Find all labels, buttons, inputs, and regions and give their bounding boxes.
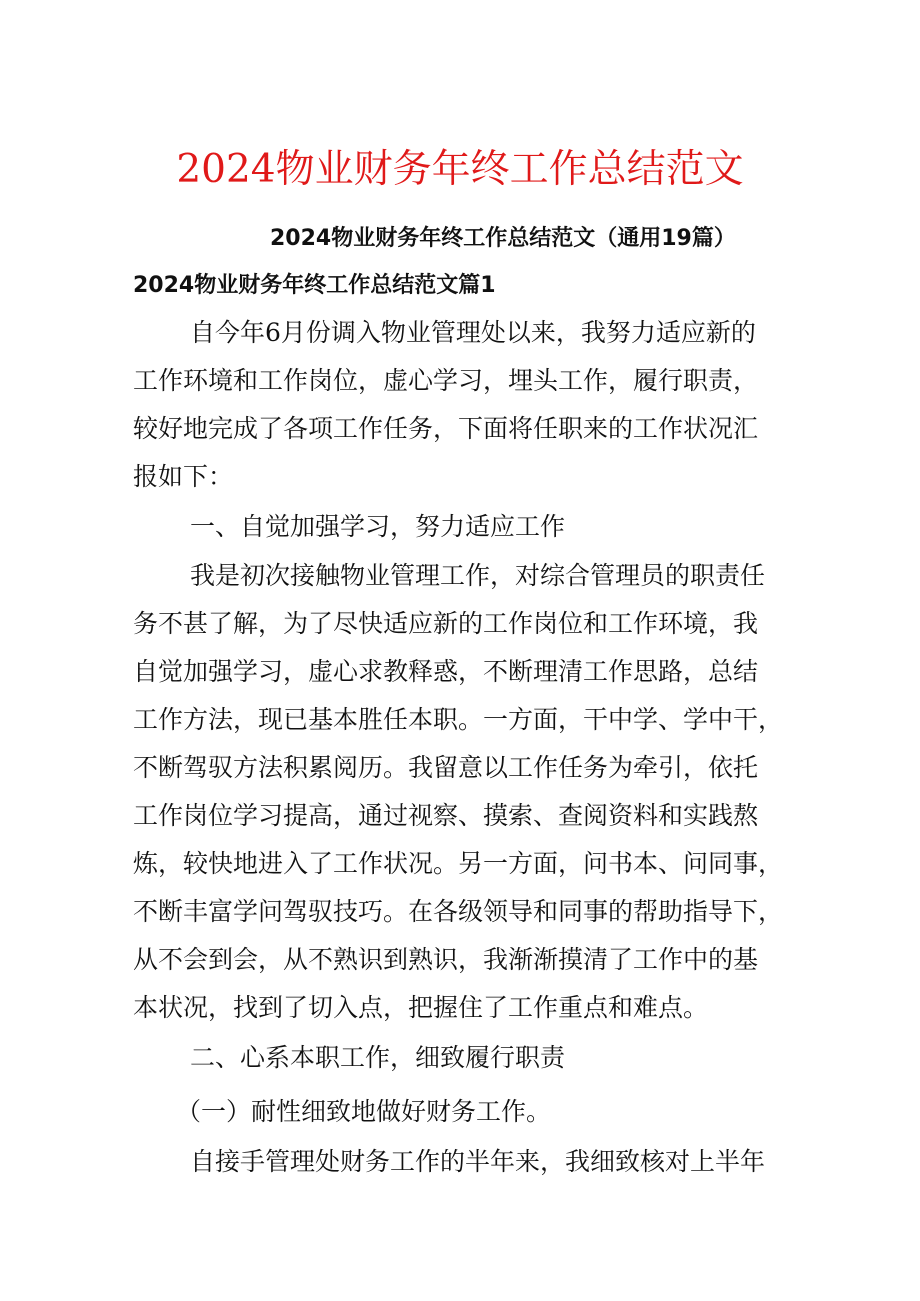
body-line: 工作环境和工作岗位，虚心学习，埋头工作，履行职责， [133,366,759,395]
body-line: 工作岗位学习提高，通过视察、摸索、查阅资料和实践熬 [133,801,759,830]
subheading-one: 一、自觉加强学习，努力适应工作 [190,512,566,541]
section-heading: 2024物业财务年终工作总结范文篇1 [133,273,496,298]
body-line: 自接手管理处财务工作的半年来，我细致核对上半年 [190,1147,766,1176]
document-title: 2024物业财务年终工作总结范文 [176,147,744,192]
body-line: 我是初次接触物业管理工作，对综合管理员的职责任 [190,561,766,590]
body-line: 工作方法，现已基本胜任本职。一方面，干中学、学中干， [133,705,784,734]
body-line: 务不甚了解，为了尽快适应新的工作岗位和工作环境，我 [133,609,759,638]
body-line: 本状况，找到了切入点，把握住了工作重点和难点。 [133,993,709,1022]
body-line: 报如下： [133,462,234,491]
body-line: 炼，较快地进入了工作状况。另一方面，问书本、问同事， [133,849,784,878]
body-line: 自觉加强学习，虚心求教释惑，不断理清工作思路，总结 [133,657,759,686]
body-line: 从不会到会，从不熟识到熟识，我渐渐摸清了工作中的基 [133,945,759,974]
subheading-item-one: （一）耐性细致地做好财务工作。 [176,1097,552,1126]
document-subtitle: 2024物业财务年终工作总结范文（通用19篇） [270,226,736,251]
body-line: 自今年6月份调入物业管理处以来，我努力适应新的 [190,318,756,347]
body-line: 不断驾驭方法积累阅历。我留意以工作任务为牵引，依托 [133,753,759,782]
subheading-two: 二、心系本职工作，细致履行职责 [190,1043,566,1072]
body-line: 较好地完成了各项工作任务，下面将任职来的工作状况汇 [133,414,759,443]
body-line: 不断丰富学问驾驭技巧。在各级领导和同事的帮助指导下， [133,897,784,926]
